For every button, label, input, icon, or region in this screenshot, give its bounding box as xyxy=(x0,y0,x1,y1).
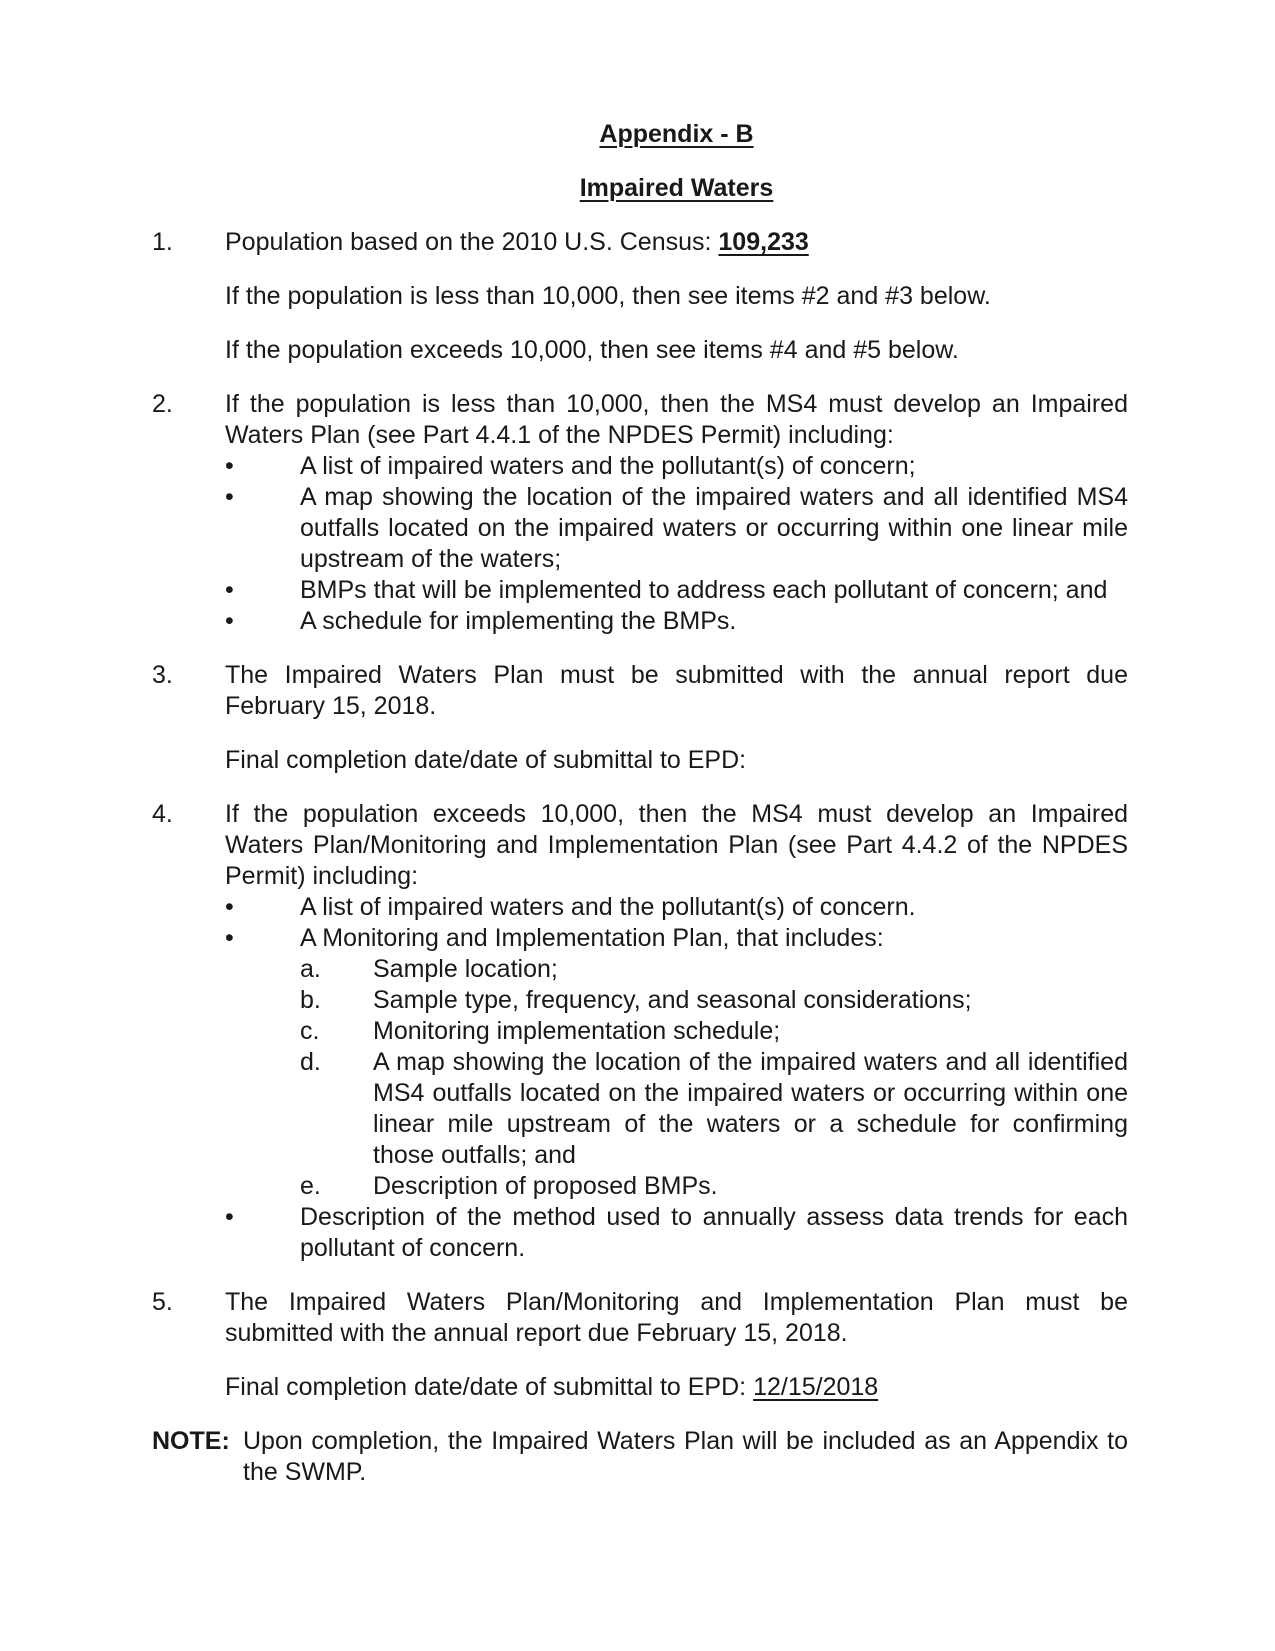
item-4-bullet-2-text: A Monitoring and Implementation Plan, that includes: xyxy=(300,924,884,952)
sub-item-text: Monitoring implementation schedule; xyxy=(373,1017,781,1045)
item-5-completion-label: Final completion date/date of submittal to EPD: xyxy=(225,1373,754,1401)
item-5-number: 5. xyxy=(152,1288,173,1316)
item-4-bullet-3 xyxy=(225,1202,1128,1264)
item-2-bullet-2-text: A map showing the location of the impaired waters and all identified MS4 outfalls located on the impaired waters or occurring within one linear mile upstream of the waters; xyxy=(300,483,1128,573)
sub-item-letter: d. xyxy=(300,1048,321,1076)
item-2-bullet-2 xyxy=(225,482,1128,575)
note-text: Upon completion, the Impaired Waters Plan will be included as an Appendix to the SWMP. xyxy=(243,1427,1128,1486)
numbered-item-3 xyxy=(152,660,1128,722)
item-2-text: If the population is less than 10,000, then the MS4 must develop an Impaired Waters Plan (see Part 4.4.1 of the NPDES Permit) including: xyxy=(225,390,1128,449)
sub-item-text: A map showing the location of the impaired waters and all identified MS4 outfalls located on the impaired waters or occurring within one linear mile upstream of the waters or a schedule for confirming those outfalls; and xyxy=(373,1048,1128,1169)
appendix-title-text: Appendix - B xyxy=(599,120,754,148)
impaired-waters-subtitle-text: Impaired Waters xyxy=(579,174,774,202)
indent-spacer xyxy=(152,745,225,776)
note-block xyxy=(152,1426,1128,1488)
sub-item-text: Description of proposed BMPs. xyxy=(373,1172,718,1200)
item-2-number: 2. xyxy=(152,390,173,418)
item-4-sub-c xyxy=(300,1016,1128,1047)
indent-spacer xyxy=(152,281,225,312)
numbered-item-1 xyxy=(152,227,1128,258)
item-3-number: 3. xyxy=(152,661,173,689)
sub-item-text: Sample type, frequency, and seasonal considerations; xyxy=(373,986,972,1014)
sub-item-letter: c. xyxy=(300,1017,320,1045)
population-under-10000-note-row xyxy=(152,281,1128,312)
bullet-marker: • xyxy=(225,893,234,921)
item-3-text: The Impaired Waters Plan must be submitted with the annual report due February 15, 2018. xyxy=(225,661,1128,720)
item-2-bullet-3 xyxy=(225,575,1128,606)
item-5-completion-row xyxy=(152,1372,1128,1403)
item-4-number: 4. xyxy=(152,800,173,828)
sub-item-letter: a. xyxy=(300,955,321,983)
item-2-bullet-1-text: A list of impaired waters and the pollutant(s) of concern; xyxy=(300,452,916,480)
item-4-sub-a xyxy=(300,954,1128,985)
item-2-bullet-4-text: A schedule for implementing the BMPs. xyxy=(300,607,737,635)
item-1-text xyxy=(225,227,1128,258)
item-3-completion-label: Final completion date/date of submittal to EPD: xyxy=(225,746,747,774)
indent-spacer xyxy=(152,1372,225,1403)
census-population-value: 109,233 xyxy=(718,228,809,256)
population-over-10000-note-row xyxy=(152,335,1128,366)
item-4-sub-b xyxy=(300,985,1128,1016)
item-1-number: 1. xyxy=(152,228,173,256)
bullet-marker: • xyxy=(225,607,234,635)
bullet-marker: • xyxy=(225,483,234,511)
item-3-completion-row xyxy=(152,745,1128,776)
item-4-bullet-2 xyxy=(225,923,1128,954)
numbered-item-4 xyxy=(152,799,1128,1264)
bullet-marker: • xyxy=(225,1203,234,1231)
bullet-marker: • xyxy=(225,452,234,480)
item-5-text: The Impaired Waters Plan/Monitoring and Implementation Plan must be submitted with the annual report due February 15, 2018. xyxy=(225,1288,1128,1347)
numbered-item-5 xyxy=(152,1287,1128,1349)
item-2-bullet-1 xyxy=(225,451,1128,482)
numbered-item-2 xyxy=(152,389,1128,637)
item-4-sub-list xyxy=(300,954,1128,1202)
indent-spacer xyxy=(152,335,225,366)
item-4-bullet-1 xyxy=(225,892,1128,923)
impaired-waters-subtitle xyxy=(225,173,1128,204)
note-label: NOTE: xyxy=(152,1427,230,1455)
item-4-sub-d xyxy=(300,1047,1128,1171)
final-completion-date-value: 12/15/2018 xyxy=(753,1373,879,1401)
bullet-marker: • xyxy=(225,576,234,604)
item-5-completion-line xyxy=(225,1372,1128,1403)
sub-item-text: Sample location; xyxy=(373,955,558,983)
item-4-bullet-1-text: A list of impaired waters and the pollutant(s) of concern. xyxy=(300,893,916,921)
item-4-sub-e xyxy=(300,1171,1128,1202)
appendix-title xyxy=(225,119,1128,150)
item-2-bullet-4 xyxy=(225,606,1128,637)
population-over-10000-note: If the population exceeds 10,000, then see items #4 and #5 below. xyxy=(225,336,959,364)
item-2-bullet-3-text: BMPs that will be implemented to address each pollutant of concern; and xyxy=(300,576,1108,604)
sub-item-letter: b. xyxy=(300,986,321,1014)
item-4-bullet-3-text: Description of the method used to annually assess data trends for each pollutant of concern. xyxy=(300,1203,1128,1262)
population-under-10000-note: If the population is less than 10,000, then see items #2 and #3 below. xyxy=(225,282,991,310)
item-4-text: If the population exceeds 10,000, then the MS4 must develop an Impaired Waters Plan/Monitoring and Implementation Plan (see Part 4.4.2 of the NPDES Permit) including: xyxy=(225,800,1128,890)
sub-item-letter: e. xyxy=(300,1172,321,1200)
bullet-marker: • xyxy=(225,924,234,952)
census-lead-text: Population based on the 2010 U.S. Census: xyxy=(225,228,719,256)
